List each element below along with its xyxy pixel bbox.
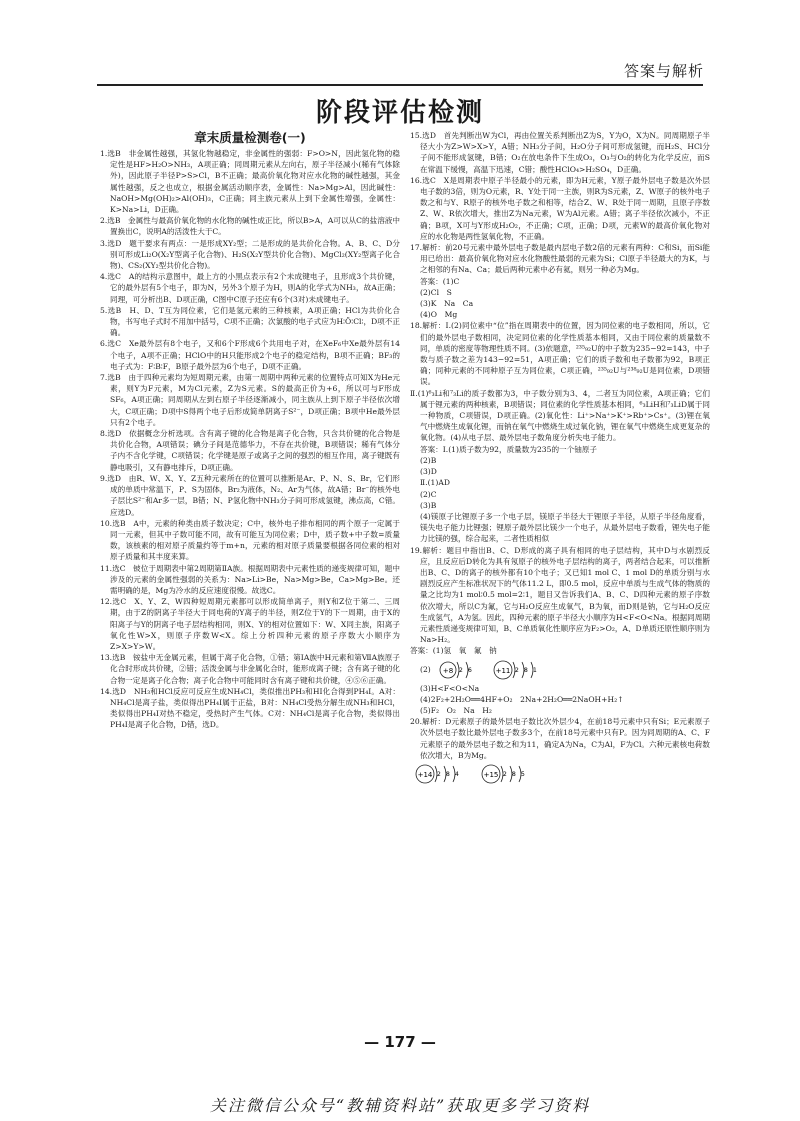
silicon-atom-diagram-icon bbox=[414, 763, 470, 785]
answer-item: 7.选B 由于四种元素均为短周期元素，由第一周期中两种元素的位置特点可知X为He元素，则Y为F元素，M为Cl元素，Z为S元素。S的最高正价为+6，所以可与F形成SF₆，A项正确；同周期从左到右原子半径逐渐减小，同主族从上到下原子半径依次增大，C项正确；D项中S得两个电子后形成简单阴离子S²⁻，D项正确；B项中He最外层只有2个电子。 bbox=[100, 373, 400, 427]
answer-item: 4.选C A的结构示意图中，最上方的小黑点表示有2个未成键电子，且形成3个共价键，它的最外层有5个电子，即为N，另外3个原子为H，则A的化学式为NH₃，故A正确；同理，可分析出B、D项正确，C图中C原子还应有6个(3对)未成键电子。 bbox=[100, 272, 400, 304]
answer-item: 17.解析：前20号元素中最外层电子数是最内层电子数2倍的元素有两种：C和Si，而Si能用已给出：最高价氧化物对应水化物酸性最弱的元素为Si；Cl原子半径最大的为K，与之相邻的有Na、Ca；最后两种元素中必有氦，则另一种必为Mg。 bbox=[410, 243, 710, 275]
item-19: 19.解析：题目中指出B、C、D形成的离子具有相同的电子层结构，其中D与水剧烈反应，且反应后D转化为具有氖原子的核外电子层结构的离子，两者结合起来，可以推断出B、C、D的离子的核外都有10个电子；又已知1 mol C、1 mol D的单质分别与水剧烈反应产生标准状况下的气体11.2 L，即0.5 mol，反应中单质与生成气体的物质的量之比均为1 mol∶0.5 mol=2∶1，题目又告诉我们A、B、C、D四种元素的原子序数依次增大，所以C为氟，它与H₂O反应生成氧气，B为氧，而D则是钠，它与H₂O反应生成氢气，A为氢。因此，四种元素的原子半径大小顺序为H<F<O<Na。根据同周期元素性质递变规律可知，B、C单质氧化性顺序应为F₂>O₂，A、D单质还原性顺序则为Na>H₂。 bbox=[410, 545, 710, 645]
answer-item: 18.解析：Ⅰ.(2)同位素中“位”指在周期表中的位置，因为同位素的电子数相同，所以，它们的最外层电子数相同，决定同位素的化学性质基本相同，又由于同位素的质量数不同，单质的密度等物理性质不同。(3)依题意，²³⁵₉₂U的中子数为235−92=143，中子数与质子数之差为143−92=51，A项正确；它们的质子数和电子数都为92，B项正确；同种元素的不同种原子互为同位素，C项正确，²³⁵₉₂U与²³⁸₉₂U是同位素，D项错误。 bbox=[410, 321, 710, 387]
answer-item: 3.选D 题干要求有两点：一是形成XY₂型；二是形成的是共价化合物。A、B、C、D分别可形成Li₂O(X₂Y型离子化合物)、H₂S(X₂Y型共价化合物)、MgCl₂(XY₂型离子化合物)、CS₂(XY₂型共价化合物)。 bbox=[100, 238, 400, 271]
answer-item: 1.选B 非金属性越强，其氢化物越稳定，非金属性的强弱：F>O>N，因此氢化物的稳定性是HF>H₂O>NH₃，A项正确；同周期元素从左向右，原子半径减小(稀有气体除外)，因此原子半径P>S>Cl，B不正确；最高价氧化物对应水化物的碱性越强，其金属性越强，反之也成立，根据金属活动顺序表，金属性：Na>Mg>Al，因此碱性：NaOH>Mg(OH)₂>Al(OH)₃，C正确；同主族元素从上到下金属性增强，金属性：K>Na>Li，D正确。 bbox=[100, 149, 400, 215]
answer-17-line: 答案：(1)C bbox=[420, 276, 460, 286]
svg-text:2: 2 bbox=[503, 770, 508, 778]
svg-text:+14: +14 bbox=[417, 770, 433, 779]
answer-item: 2.选B 金属性与最高价氧化物的水化物的碱性成正比，所以B>A，A可以从C的盐溶液中置换出C，说明A的活泼性大于C。 bbox=[100, 216, 400, 237]
answer-19 bbox=[410, 645, 710, 716]
phosphorus-atom-diagram-icon bbox=[480, 763, 536, 785]
svg-text:4: 4 bbox=[455, 770, 459, 778]
answer-18 bbox=[410, 444, 710, 545]
answer-item: Ⅱ.(1)⁶₃Li和⁷₃Li的质子数都为3，中子数分别为3、4，二者互为同位素，A项正确；它们属于锂元素的两种核素，B项错误；同位素的化学性质基本相同，⁶₃LiH和⁷₃LiD属于同一种物质，C项错误，D项正确。(2)氧化性：Li⁺>Na⁺>K⁺>Rb⁺>Cs⁺。(3)锂在氧气中燃烧生成氧化锂，而钠在氧气中燃烧生成过氧化钠，锂在氧气中燃烧生成更复杂的氧化物。(4)从电子层、最外层电子数角度分析失电子能力。 bbox=[410, 388, 710, 443]
oxygen-atom-diagram-icon bbox=[437, 659, 481, 681]
page-title: 阶段评估检测 bbox=[315, 98, 484, 128]
answer-18-line: (3)B bbox=[420, 500, 437, 510]
answer-17-line: (2)Cl S bbox=[420, 287, 452, 297]
svg-text:8: 8 bbox=[523, 666, 528, 674]
answer-item: 11.选C 铍位于周期表中第2周期第ⅡA族。根据周期表中元素性质的递变规律可知，题中涉及的元素的金属性强弱的关系为：Na>Li>Be，Na>Mg>Be，Ca>Mg>Be。还需明确的是，Mg为冷水的反应速度很慢。故选C。 bbox=[100, 563, 400, 595]
answer-18-line: (3)D bbox=[420, 467, 437, 477]
answer-17-line: (3)K Na Ca bbox=[420, 299, 474, 309]
footer-note: 关注微信公众号“教辅资料站”获取更多学习资料 bbox=[209, 1096, 591, 1115]
header-rule bbox=[97, 84, 703, 86]
answer-18-line: (2)C bbox=[420, 489, 437, 499]
right-column bbox=[410, 130, 710, 1030]
answer-19-line: (3)H<F<O<Na bbox=[420, 683, 480, 693]
answer-item: 14.选D NH₃和HCl反应可反应生成NH₄Cl，类似推出PH₃和HI化合得到PH₄I。A对：NH₄Cl是离子盐，类似得出PH₄I属于正盐，B对：NH₄Cl受热分解生成NH₃和HCl，类似得出PH₄I对热不稳定，受热时产生气体。C对：NH₄Cl是离子化合物，类似得出PH₄I是离子化合物，D错，选D。 bbox=[100, 686, 400, 730]
answer-item: 9.选D 由R、W、X、Y、Z五种元素所在的位置可以推断是Ar、P、N、S、Br，它们形成的单质中常温下，P、S为固体，Br₂为液体，N₂、Ar为气体，故A错；Br⁻的核外电子层比S²⁻和Ar多一层，B错；N、P氢化物中NH₃分子间可形成氢键，沸点高，C错。应选D。 bbox=[100, 473, 400, 517]
svg-text:6: 6 bbox=[468, 666, 473, 674]
right-items-list bbox=[410, 130, 710, 276]
answer-item: 6.选C Xe最外层有8个电子，又和6个F形成6个共用电子对，在XeF₆中Xe最外层有14个电子，A项不正确；HClO中的H只能形成2个电子的稳定结构，B项不正确；BF₃的电子式为：F∶B∶F，B原子最外层为6个电子，D项不正确。 bbox=[100, 339, 400, 371]
answer-19-line: (2) +8 2 6 +11 2 8 1 bbox=[410, 657, 710, 683]
section-title: 章末质量检测卷(一) bbox=[194, 130, 306, 145]
answer-19-line: (5)F₂ O₂ Na H₂ bbox=[420, 705, 492, 715]
answer-item: 12.选C X、Y、Z、W四种短周期元素都可以形成简单离子，则Y和Z位于第二、三周期，由于Z的阴离子半径大于同电荷的Y离子的半径，则Z位于Y的下一周期，由于X的阳离子与Y的阴离子电子层结构相同，则X、Y的相对位置如下：W、X同主族，阳离子氧化性W>X，则原子序数W<X。综上分析四种元素的原子序数大小顺序为Z>X>Y>W。 bbox=[100, 597, 400, 651]
svg-text:+8: +8 bbox=[443, 666, 454, 675]
svg-text:1: 1 bbox=[532, 666, 537, 674]
answer-17 bbox=[410, 276, 710, 321]
item-20: 20.解析：D元素原子的最外层电子数比次外层少4，在前18号元素中只有Si；E元素原子次外层电子数比最外层电子数多3个，在前18号元素中只有P。因为同周期的A、C、F元素原子的最外层电子数之和为11，确定A为Na，C为Al，F为Cl。六种元素核电荷数依次增大，B为Mg。 bbox=[410, 717, 710, 760]
svg-text:8: 8 bbox=[446, 770, 450, 778]
svg-text:+15: +15 bbox=[484, 770, 499, 779]
answer-item: 13.选B 铵盐中无金属元素，但属于离子化合物，①错；第ⅠA族中H元素和第ⅦA族原子化合时形成共价键，②错；活泼金属与非金属化合时，能形成离子键；含有离子键的化合物一定是离子化合物；离子化合物中可能同时含有离子键和共价键，④⑤⑥正确。 bbox=[100, 653, 400, 685]
left-column bbox=[100, 130, 400, 1030]
svg-text:2: 2 bbox=[437, 770, 441, 778]
answer-17-line: (4)O Mg bbox=[420, 310, 458, 320]
answer-item: 10.选B A中，元素的种类由质子数决定；C中，核外电子排布相同的两个原子一定属于同一元素，但其中子数可能不同，故有可能互为同位素；D中，质子数+中子数=质量数，该核素的相对原子质量约等于m+n，元素的相对原子质量要根据各同位素的相对原子质量和其丰度来算。 bbox=[100, 518, 400, 562]
page-number: — 177 — bbox=[364, 1033, 436, 1051]
answer-item: 16.选C X是周期表中原子半径最小的元素，即为H元素，Y原子最外层电子数是次外层电子数的3倍，则为O元素，R、Y处于同一主族，则R为S元素，Z、W原子的核外电子数之和与Y、R原子的核外电子数之和相等，结合Z、W、R处于同一周期，且原子序数Z、W、R依次增大，推出Z为Na元素，W为Al元素。A错；离子半径依次减小，不正确；B项，X可与Y形成H₂O₂，不正确；C项，正确；D项，元素W的最高价氧化物对应的水化物是两性氢氧化物，不正确。 bbox=[410, 175, 710, 241]
svg-text:5: 5 bbox=[521, 770, 526, 778]
svg-text:8: 8 bbox=[512, 770, 517, 778]
answer-18-line: (2)B bbox=[420, 455, 437, 465]
answer-18-line: Ⅱ.(1)AD bbox=[420, 478, 450, 488]
right-items-list-2 bbox=[410, 320, 710, 443]
answer-item: 5.选B H、D、T互为同位素，它们是氢元素的三种核素，A项正确；HCl为共价化合物，书写电子式时不用加中括号，C项不正确；次氯酸的电子式应为H∶Ö∶Cl∶，D项不正确。 bbox=[100, 305, 400, 338]
answer-18-line: 答案：Ⅰ.(1)质子数为92，质量数为235的一个铀原子 bbox=[420, 444, 598, 454]
answer-item: 8.选D 依据概念分析选项。含有离子键的化合物是离子化合物，只含共价键的化合物是共价化合物，A项错误；碘分子间是范德华力，不存在共价键，B项错误；稀有气体分子内不含化学键，C项错误；化学键是原子或离子之间的强烈的相互作用，离子键既有静电吸引，又有静电排斥，D项正确。 bbox=[100, 429, 400, 472]
left-items-list bbox=[100, 148, 400, 731]
answer-19-line: 答案：(1)氢 氧 氟 钠 bbox=[410, 646, 497, 656]
answer-18-line: (4)镁原子比锂原子多一个电子层，镁原子半径大于锂原子半径，从原子半径角度看，镁失电子能力比锂强；锂原子最外层比镁少一个电子，从最外层电子数看，锂失电子能力比镁的强，综合起来，二者性质相似 bbox=[420, 511, 710, 544]
answer-item: 15.选D 首先判断出W为Cl，再由位置关系判断出Z为S，Y为O，X为N。同周期原子半径大小为Z>W>X>Y，A错；NH₃分子间，H₂O分子间可形成氢键，而H₂S、HCl分子间不能形成氢键，B错；O₂在放电条件下生成O₃，O₃与O₂的转化为化学反应，而S在常温下缓慢，高温下迅速，C错；酸性HClO₄>H₂SO₄，D正确。 bbox=[410, 131, 710, 174]
svg-text:2: 2 bbox=[514, 666, 519, 674]
answer-19-line: (4)2F₂+2H₂O══4HF+O₂ 2Na+2H₂O══2NaOH+H₂↑ bbox=[420, 694, 624, 704]
svg-text:+11: +11 bbox=[495, 666, 510, 675]
atom-diagrams-20 bbox=[410, 761, 710, 787]
fluorine-atom-diagram-icon bbox=[492, 659, 546, 681]
svg-text:2: 2 bbox=[459, 666, 464, 674]
header-label: 答案与解析 bbox=[623, 62, 704, 80]
